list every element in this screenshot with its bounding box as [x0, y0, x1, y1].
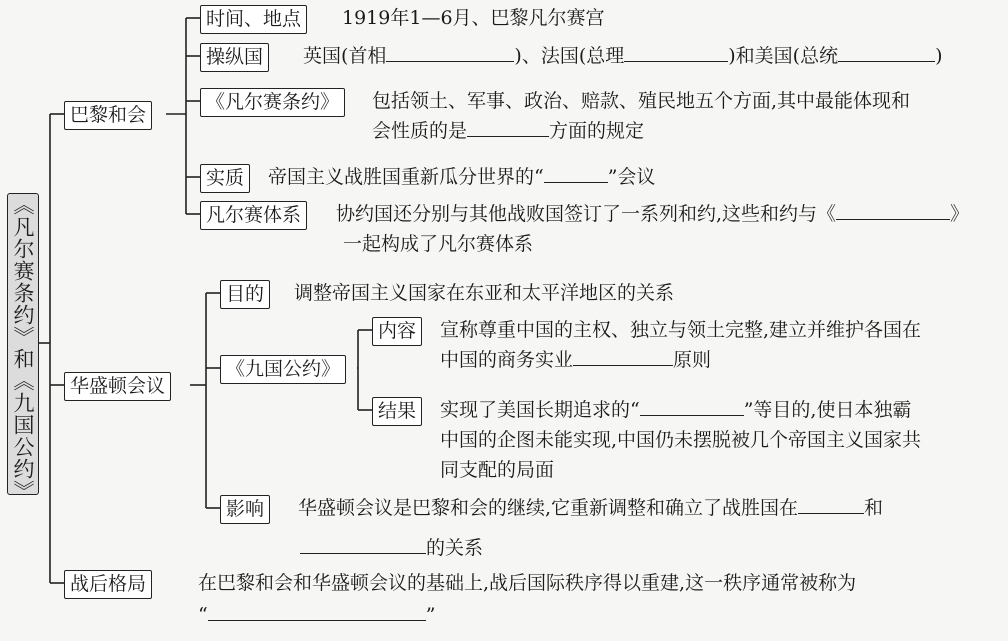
washington-conference-node [64, 372, 171, 401]
versailles-treaty-label: 《凡尔赛条约》 [206, 91, 340, 113]
purpose-label: 目的 [226, 283, 265, 305]
result-line3: 同支配的局面 [440, 459, 555, 481]
controllers-usa: )和美国(总统 [728, 45, 839, 67]
impact-line1-b: 和 [864, 497, 884, 519]
blank-france-pm [624, 44, 728, 62]
system-line1-a: 协约国还分别与其他战败国签订了一系列和约,这些和约与《 [336, 203, 837, 225]
treaty-line1: 包括领土、军事、政治、赔款、殖民地五个方面,其中最能体现和 [372, 90, 911, 112]
versailles-treaty-node [200, 88, 345, 117]
content-node [372, 317, 422, 346]
result-line1-b: ”等目的,使日本独霸 [743, 399, 912, 421]
blank-us-president [838, 44, 935, 62]
nine-power-treaty-node [220, 355, 346, 384]
versailles-system-node [200, 201, 307, 230]
postwar-line1: 在巴黎和会和华盛顿会议的基础上,战后国际秩序得以重建,这一秩序通常被称为 [198, 572, 857, 594]
postwar-line2-a: “ [198, 604, 208, 626]
system-line1-b: 》 [950, 203, 970, 225]
postwar-line2-b: ” [425, 604, 436, 626]
system-line2: 一起构成了凡尔赛体系 [343, 233, 534, 255]
postwar-line2 [198, 603, 435, 628]
content-line1: 宣称尊重中国的主权、独立与领土完整,建立并维护各国在 [440, 319, 922, 341]
content-label: 内容 [378, 320, 417, 342]
essence-node [200, 164, 250, 193]
impact-line1 [298, 496, 883, 521]
treaty-line2-b: 方面的规定 [549, 120, 645, 142]
blank-us-goal [640, 398, 744, 416]
purpose-node [220, 280, 270, 309]
controllers-node [200, 43, 269, 72]
result-label: 结果 [378, 400, 417, 422]
impact-label: 影响 [226, 498, 265, 520]
result-line2: 中国的企图未能实现,中国仍未摆脱被几个帝国主义国家共 [440, 429, 922, 451]
blank-region-2 [300, 536, 426, 554]
blank-treaty-aspect [467, 119, 549, 137]
controllers-close: ) [935, 45, 943, 67]
blank-system-name [208, 603, 426, 621]
paris-conference-node [64, 101, 152, 130]
essence-text [268, 165, 655, 190]
treaty-line2 [372, 119, 644, 144]
blank-uk-pm [386, 44, 514, 62]
controllers-text [303, 44, 943, 69]
impact-line1-a: 华盛顿会议是巴黎和会的继续,它重新调整和确立了战胜国在 [298, 497, 799, 519]
result-node [372, 397, 422, 426]
impact-node [220, 495, 270, 524]
controllers-france: )、法国(总理 [514, 45, 625, 67]
result-line1-a: 实现了美国长期追求的“ [440, 399, 640, 421]
washington-conference-label: 华盛顿会议 [70, 375, 166, 397]
controllers-uk: 英国(首相 [303, 45, 387, 67]
purpose-text: 调整帝国主义国家在东亚和太平洋地区的关系 [294, 282, 675, 304]
time-place-text: 1919年1—6月、巴黎凡尔赛宫 [342, 7, 605, 29]
result-line1 [440, 398, 911, 423]
controllers-label: 操纵国 [206, 46, 264, 68]
nine-power-treaty-label: 《九国公约》 [226, 358, 341, 380]
versailles-system-label: 凡尔赛体系 [206, 204, 302, 226]
content-line2 [440, 348, 711, 373]
blank-region [798, 496, 864, 514]
time-place-label: 时间、地点 [206, 8, 302, 30]
blank-principle [573, 348, 673, 366]
treaty-line2-a: 会性质的是 [372, 120, 468, 142]
impact-line2 [300, 536, 483, 561]
time-place-node [200, 5, 307, 34]
content-line2-a: 中国的商务实业 [440, 349, 574, 371]
essence-label: 实质 [206, 167, 245, 189]
system-line1 [336, 202, 969, 227]
content-line2-b: 原则 [673, 349, 712, 371]
blank-essence [544, 165, 608, 183]
essence-text-a: 帝国主义战胜国重新瓜分世界的“ [268, 166, 544, 188]
impact-line2-text: 的关系 [426, 537, 484, 559]
paris-conference-label: 巴黎和会 [70, 104, 147, 126]
postwar-order-node [64, 570, 152, 599]
root-label: 《凡尔赛条约》和《九国公约》 [11, 194, 35, 502]
essence-text-b: ”会议 [607, 166, 656, 188]
postwar-order-label: 战后格局 [70, 573, 147, 595]
blank-treaty-name [836, 202, 950, 220]
root-node [7, 193, 39, 502]
